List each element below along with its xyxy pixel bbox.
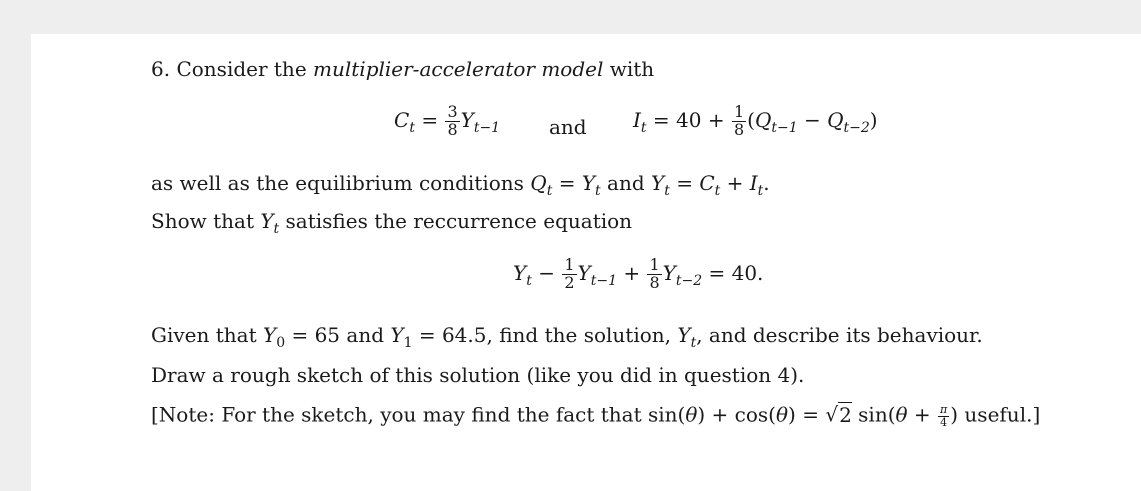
problem-number: 6. (151, 57, 171, 81)
connector-and: and (549, 115, 587, 139)
intro-text: Consider the (176, 57, 307, 81)
problem-intro (151, 59, 654, 79)
show-that-line: Show that $Y_t$ satisfies the reccurrence equation (151, 209, 633, 237)
intro-text-end: with (609, 57, 655, 81)
investment-equation: $I_t = 40$ + $\frac{1}{8}$ $(Q_{t-1} - Q_{t-2})$ (633, 102, 878, 139)
consumption-equation: $C_t$ = $\frac{3}{8}$ $Y_{t-1}$ (394, 102, 501, 139)
fraction-pi-over-four: $\frac{\pi}{4}$ (940, 403, 948, 429)
note-line: [Note: For the sketch, you may find the fact that sin(θ) + cos(θ) = √2 sin(θ + $\frac{\pi}{4}$ ) useful.] (151, 402, 1041, 429)
fraction-three-eighths: $\frac{3}{8}$ (447, 102, 458, 139)
equilibrium-line: as well as the equilibrium conditions $Q_t = Y_t$ and $Y_t = C_t + I_t$. (151, 171, 770, 199)
draw-line: Draw a rough sketch of this solution (like you did in question 4). (151, 363, 805, 387)
recurrence-equation: $Y_t$ − $\frac{1}{2}$ $Y_{t-1}$ + $\frac{1}{8}$ $Y_{t-2} = 40$. (513, 255, 764, 292)
fraction-one-eighth: $\frac{1}{8}$ (733, 102, 745, 139)
sqrt-two: √2 (825, 402, 852, 427)
given-line: Given that $Y_0 = 65$ and $Y_1 = 64.5$, find the solution, $Y_t$, and describe its behaviour. (151, 323, 983, 351)
fraction-one-half: $\frac{1}{2}$ (564, 255, 575, 292)
fraction-one-eighth-2: $\frac{1}{8}$ (649, 255, 660, 292)
model-name: multiplier-accelerator model (313, 57, 604, 81)
